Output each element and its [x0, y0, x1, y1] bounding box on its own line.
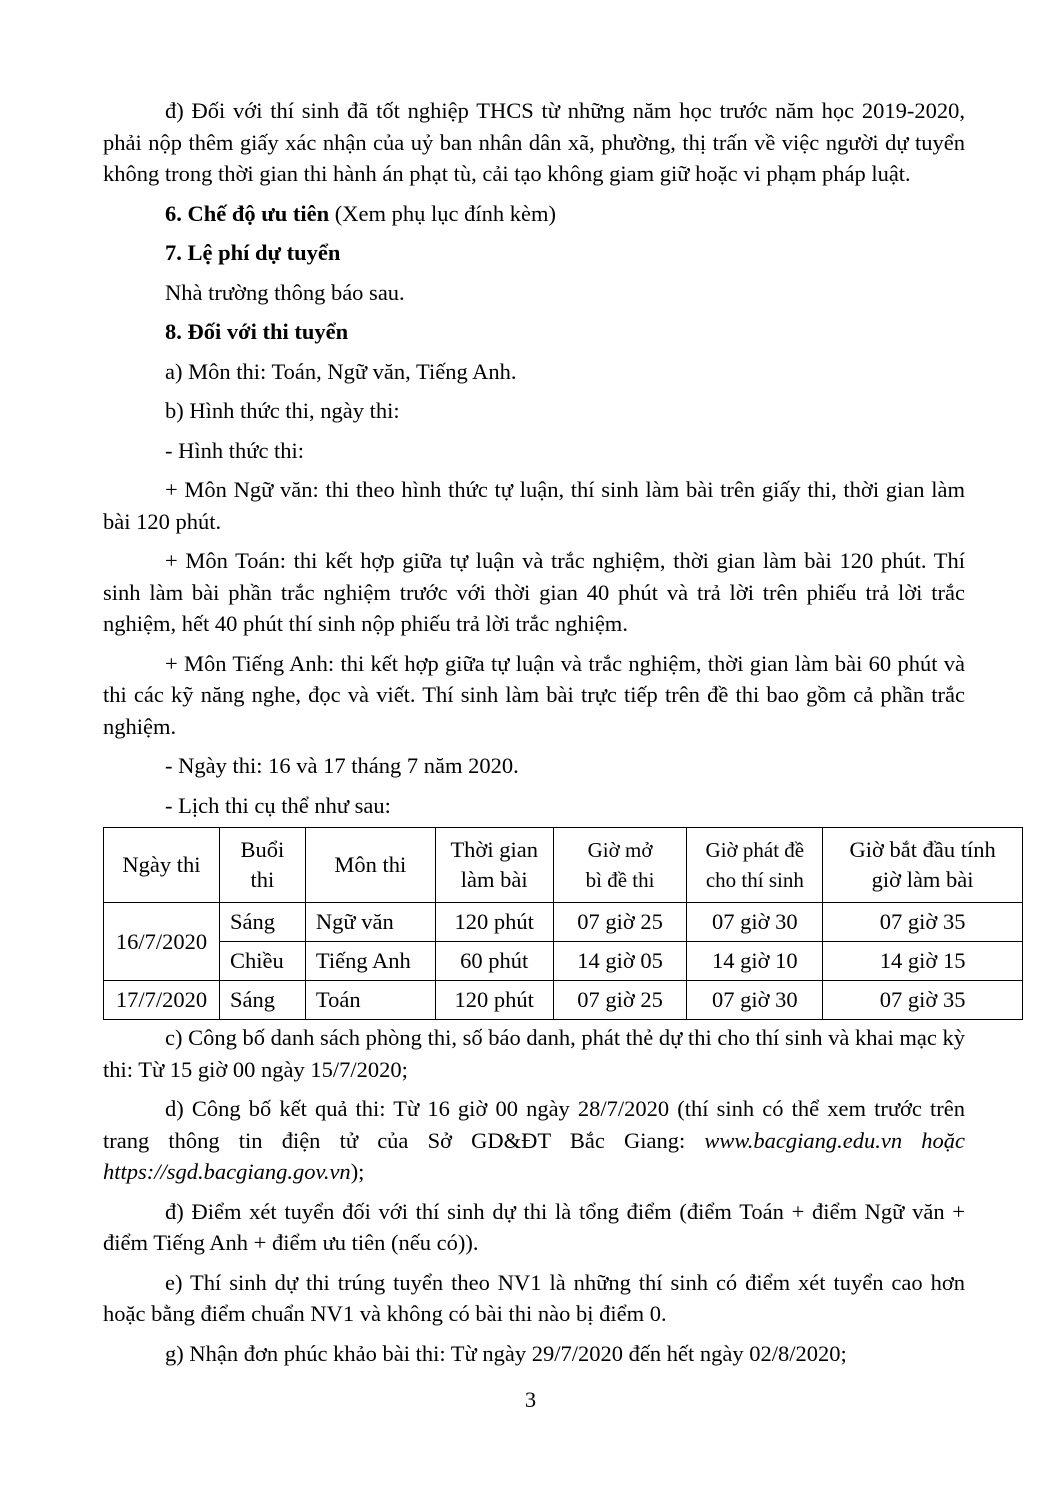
cell-hand: 07 giờ 30	[687, 981, 823, 1020]
table-header-row	[104, 828, 1023, 903]
item-8-literature: + Môn Ngữ văn: thi theo hình thức tự luận, thí sinh làm bài trên giấy thi, thời gian làm bài 120 phút.	[103, 477, 965, 534]
cell-open: 07 giờ 25	[553, 903, 687, 942]
item-8-e: e) Thí sinh dự thi trúng tuyển theo NV1 là những thí sinh có điểm xét tuyển cao hơn hoặc bằng điểm chuẩn NV1 và không có bài thi nào bị điểm 0.	[103, 1269, 965, 1326]
document-page	[103, 95, 996, 1369]
cell-open: 07 giờ 25	[553, 981, 687, 1020]
item-8-form-label: - Hình thức thi:	[165, 437, 305, 463]
cell-hand: 07 giờ 30	[687, 903, 823, 942]
page-number: 3	[524, 1387, 537, 1412]
item-8-schedule-intro: - Lịch thi cụ thể như sau:	[165, 792, 391, 818]
cell-duration: 60 phút	[435, 942, 553, 981]
item-8-exam-date: - Ngày thi: 16 và 17 tháng 7 năm 2020.	[165, 753, 519, 778]
header-hand-out: Giờ phát đề cho thí sinh	[687, 828, 823, 903]
item-8-b: b) Hình thức thi, ngày thi:	[165, 398, 400, 423]
cell-date: 16/7/2020	[104, 903, 220, 981]
header-start-time: Giờ bắt đầu tính giờ làm bài	[823, 828, 1023, 903]
exam-schedule-table	[103, 827, 1023, 1020]
table-row	[104, 981, 1023, 1020]
item-8-g: g) Nhận đơn phúc khảo bài thi: Từ ngày 29/7/2020 đến hết ngày 02/8/2020;	[165, 1340, 847, 1366]
cell-subject: Tiếng Anh	[305, 942, 435, 981]
cell-open: 14 giờ 05	[553, 942, 687, 981]
cell-start: 07 giờ 35	[823, 981, 1023, 1020]
table-row	[104, 903, 1023, 942]
paragraph-dd-graduated: đ) Đối với thí sinh đã tốt nghiệp THCS từ những năm học trước năm học 2019-2020, phải nộp thêm giấy xác nhận của uỷ ban nhân dân xã, phường, thị trấn về việc người dự tuyển không trong thời gian thi hành án phạt tù, cải tạo không giam giữ hoặc vi phạm pháp luật.	[103, 98, 965, 186]
header-duration: Thời gian làm bài	[435, 828, 553, 903]
header-open-envelope: Giờ mở bì đề thi	[553, 828, 687, 903]
item-6-note: (Xem phụ lục đính kèm)	[329, 200, 556, 226]
cell-session: Sáng	[219, 981, 305, 1020]
website-links: www.bacgiang.edu.vn hoặc https://sgd.bacgiang.gov.vn	[103, 1127, 965, 1184]
table-row	[104, 942, 1023, 981]
header-session: Buổi thi	[219, 828, 305, 903]
cell-start: 14 giờ 15	[823, 942, 1023, 981]
item-8-heading: 8. Đối với thi tuyển	[165, 319, 349, 344]
cell-subject: Ngữ văn	[305, 903, 435, 942]
cell-session: Chiều	[219, 942, 305, 981]
cell-duration: 120 phút	[435, 981, 553, 1020]
item-8-c: c) Công bố danh sách phòng thi, số báo danh, phát thẻ dự thi cho thí sinh và khai mạc kỳ thi: Từ 15 giờ 00 ngày 15/7/2020;	[103, 1025, 965, 1082]
header-date: Ngày thi	[104, 828, 220, 903]
cell-hand: 14 giờ 10	[687, 942, 823, 981]
cell-duration: 120 phút	[435, 903, 553, 942]
item-8-dd: đ) Điểm xét tuyển đối với thí sinh dự thi là tổng điểm (điểm Toán + điểm Ngữ văn + điểm Tiếng Anh + điểm ưu tiên (nếu có)).	[103, 1198, 965, 1255]
cell-subject: Toán	[305, 981, 435, 1020]
header-subject: Môn thi	[305, 828, 435, 903]
cell-session: Sáng	[219, 903, 305, 942]
item-7-body: Nhà trường thông báo sau.	[165, 279, 405, 305]
cell-date: 17/7/2020	[104, 981, 220, 1020]
item-6	[103, 198, 965, 230]
cell-start: 07 giờ 35	[823, 903, 1023, 942]
item-8-d: d) Công bố kết quả thi: Từ 16 giờ 00 ngày 28/7/2020 (thí sinh có thể xem trước trên trang thông tin điện tử của Sở GD&ĐT Bắc Giang: www.bacgiang.edu.vn hoặc https://sgd.bacgiang.gov.vn);	[103, 1096, 965, 1184]
item-8-math: + Môn Toán: thi kết hợp giữa tự luận và trắc nghiệm, thời gian làm bài 120 phút. Thí sinh làm bài phần trắc nghiệm trước với thời gian 40 phút và trả lời trên phiếu trả lời trắc nghiệm, hết 40 phút thí sinh nộp phiếu trả lời trắc nghiệm.	[103, 548, 965, 636]
item-7-heading: 7. Lệ phí dự tuyển	[165, 240, 341, 265]
item-6-heading: 6. Chế độ ưu tiên	[165, 200, 330, 226]
item-8-a: a) Môn thi: Toán, Ngữ văn, Tiếng Anh.	[165, 358, 517, 384]
item-8-english: + Môn Tiếng Anh: thi kết hợp giữa tự luận và trắc nghiệm, thời gian làm bài 60 phút và thi các kỹ năng nghe, đọc và viết. Thí sinh làm bài trực tiếp trên đề thi bao gồm cả phần trắc nghiệm.	[103, 650, 965, 739]
